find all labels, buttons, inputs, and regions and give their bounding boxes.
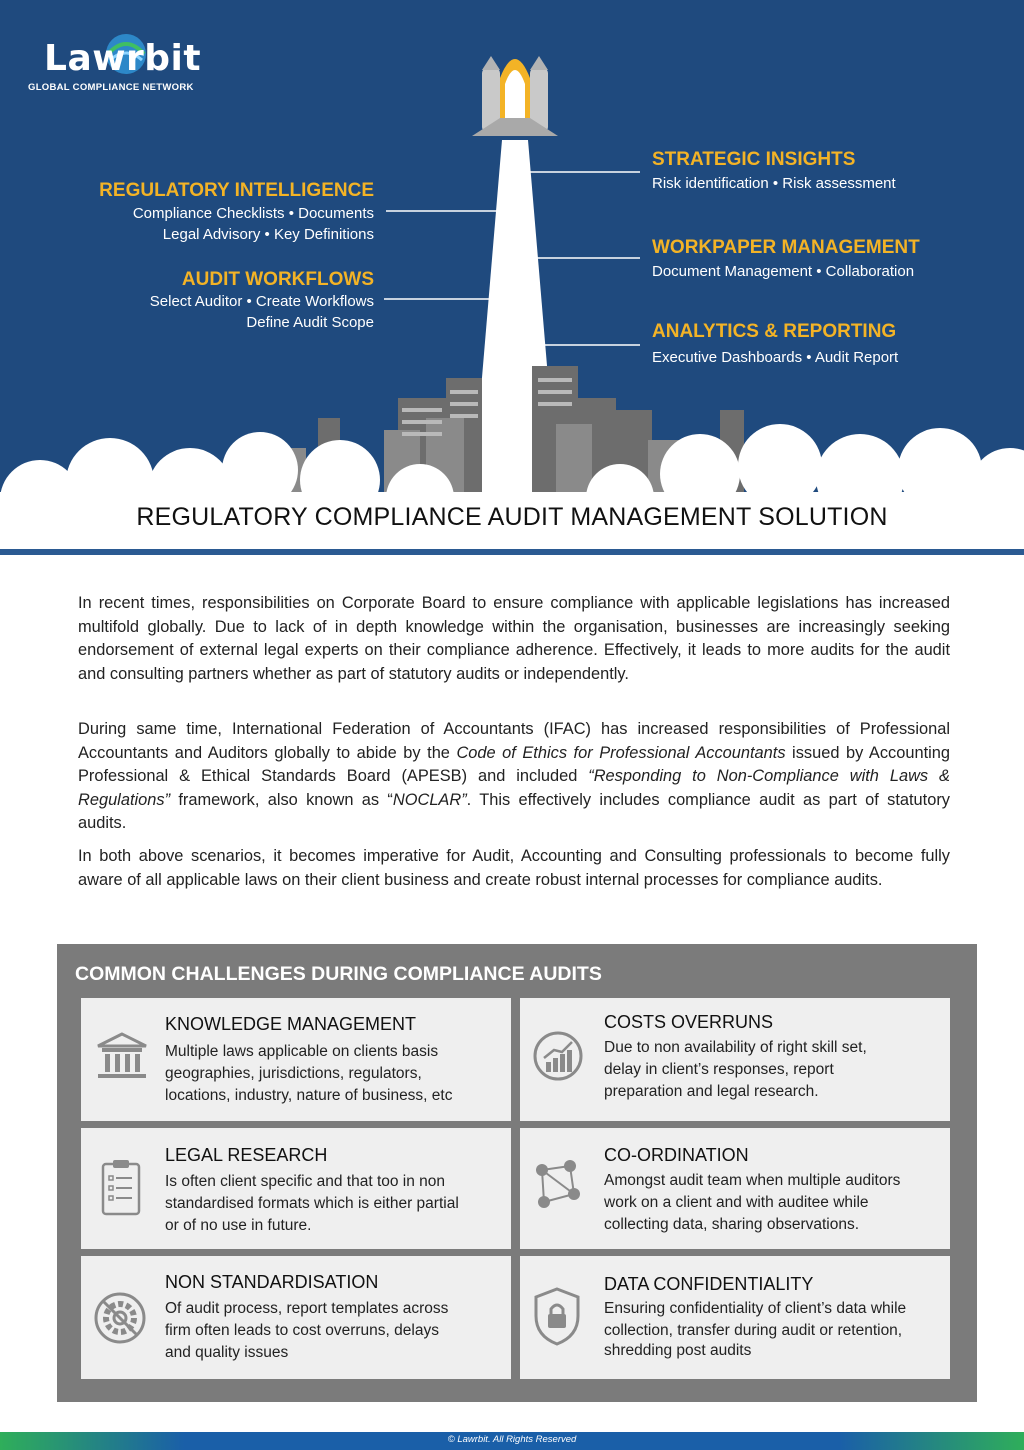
intro-paragraph-3: In both above scenarios, it becomes imperative for Audit, Accounting and Consulting professionals to become fully aware of all applicable laws on their client business and create robust internal processes for compliance audits. — [78, 847, 950, 889]
confidentiality-line1: Ensuring confidentiality of client’s data while — [604, 1300, 907, 1317]
hero-banner — [0, 0, 1024, 555]
nonstandardisation-line2: firm often leads to cost overruns, delays — [165, 1322, 439, 1339]
feature-workpaper-management-line1: Document Management • Collaboration — [652, 263, 915, 280]
p2-text-c: issued by Accounting Professional & Ethical Standards Board (APESB) and included — [78, 743, 950, 785]
costs-line1: Due to non availability of right skill set, — [604, 1039, 867, 1056]
page-title: REGULATORY COMPLIANCE AUDIT MANAGEMENT SOLUTION — [136, 503, 888, 531]
feature-regulatory-intelligence-line2: Legal Advisory • Key Definitions — [162, 226, 374, 243]
feature-audit-workflows-line2: Define Audit Scope — [246, 314, 374, 331]
confidentiality-title: DATA CONFIDENTIALITY — [604, 1274, 814, 1294]
copyright-text: © Lawrbit. All Rights Reserved — [447, 1434, 577, 1445]
p2-noclar-name: “Responding to Non-Compliance with Laws & Regulations” — [78, 767, 950, 809]
clipboard-checklist-icon — [100, 1158, 142, 1218]
nonstandardisation-line1: Of audit process, report templates across — [165, 1300, 449, 1317]
feature-audit-workflows-line1: Select Auditor • Create Workflows — [149, 293, 374, 310]
title-underline — [0, 549, 1024, 555]
knowledge-line3: locations, industry, nature of business, etc — [165, 1087, 453, 1104]
p2-text-g: . This effectively includes compliance audit as part of statutory audits. — [78, 790, 950, 832]
feature-analytics-reporting-title: ANALYTICS & REPORTING — [652, 321, 897, 342]
feature-audit-workflows-title: AUDIT WORKFLOWS — [181, 269, 374, 290]
legal-title: LEGAL RESEARCH — [165, 1145, 328, 1165]
intro-paragraph-1: In recent times, responsibilities on Corporate Board to ensure compliance with applicable legislations has increased multifold globally. Due to lack of in depth knowledge within the organisation, businesses are increasingly seeking endorsement of external legal experts on their compliance adherence. Effectively, it leads to more audits for the audit and consulting partners whether as part of statutory audits or independently. — [78, 594, 950, 683]
growth-chart-icon — [532, 1030, 584, 1082]
challenges-title: COMMON CHALLENGES DURING COMPLIANCE AUDITS — [75, 963, 602, 985]
costs-title: COSTS OVERRUNS — [604, 1012, 774, 1032]
knowledge-line1: Multiple laws applicable on clients basis — [165, 1043, 439, 1060]
nonstandardisation-line3: and quality issues — [165, 1344, 289, 1361]
coordination-line2: work on a client and with auditee while — [604, 1194, 869, 1211]
coordination-title: CO-ORDINATION — [604, 1145, 749, 1165]
feature-strategic-insights-line1: Risk identification • Risk assessment — [652, 175, 896, 192]
bank-building-icon — [94, 1030, 150, 1080]
legal-line2: standardised formats which is either partial — [165, 1195, 459, 1212]
nonstandardisation-title: NON STANDARDISATION — [165, 1272, 379, 1292]
feature-strategic-insights-title: STRATEGIC INSIGHTS — [652, 149, 856, 170]
network-nodes-icon — [530, 1158, 586, 1216]
confidentiality-line2: collection, transfer during audit or retention, — [604, 1322, 903, 1339]
coordination-line3: collecting data, sharing observations. — [604, 1216, 860, 1233]
brand-name: Lawrbit — [44, 38, 202, 79]
feature-regulatory-intelligence-line1: Compliance Checklists • Documents — [132, 205, 374, 222]
confidentiality-line3: shredding post audits — [604, 1342, 752, 1359]
no-gear-icon — [92, 1290, 148, 1346]
legal-line3: or of no use in future. — [165, 1217, 312, 1234]
p2-text-e: framework, also known as “ — [170, 790, 393, 809]
p2-noclar: NOCLAR” — [392, 790, 467, 809]
coordination-line1: Amongst audit team when multiple auditors — [604, 1172, 901, 1189]
feature-workpaper-management-title: WORKPAPER MANAGEMENT — [652, 237, 920, 258]
costs-line3: preparation and legal research. — [604, 1083, 819, 1100]
intro-paragraph-2 — [78, 718, 950, 836]
feature-regulatory-intelligence-title: REGULATORY INTELLIGENCE — [99, 180, 374, 201]
shield-lock-icon — [532, 1286, 582, 1348]
knowledge-title: KNOWLEDGE MANAGEMENT — [165, 1014, 417, 1034]
p2-code-of-ethics: Code of Ethics for Professional Accountants — [456, 743, 786, 762]
p2-text-a: During same time, International Federation of Accountants (IFAC) has increased responsibilities of Professional Accountants and Auditors globally to abide by the — [78, 720, 950, 762]
feature-analytics-reporting-line1: Executive Dashboards • Audit Report — [652, 349, 899, 366]
legal-line1: Is often client specific and that too in non — [165, 1173, 446, 1190]
knowledge-line2: geographies, jurisdictions, regulators, — [165, 1065, 422, 1082]
brand-tagline: GLOBAL COMPLIANCE NETWORK — [28, 82, 194, 93]
costs-line2: delay in client’s responses, report — [604, 1061, 834, 1078]
